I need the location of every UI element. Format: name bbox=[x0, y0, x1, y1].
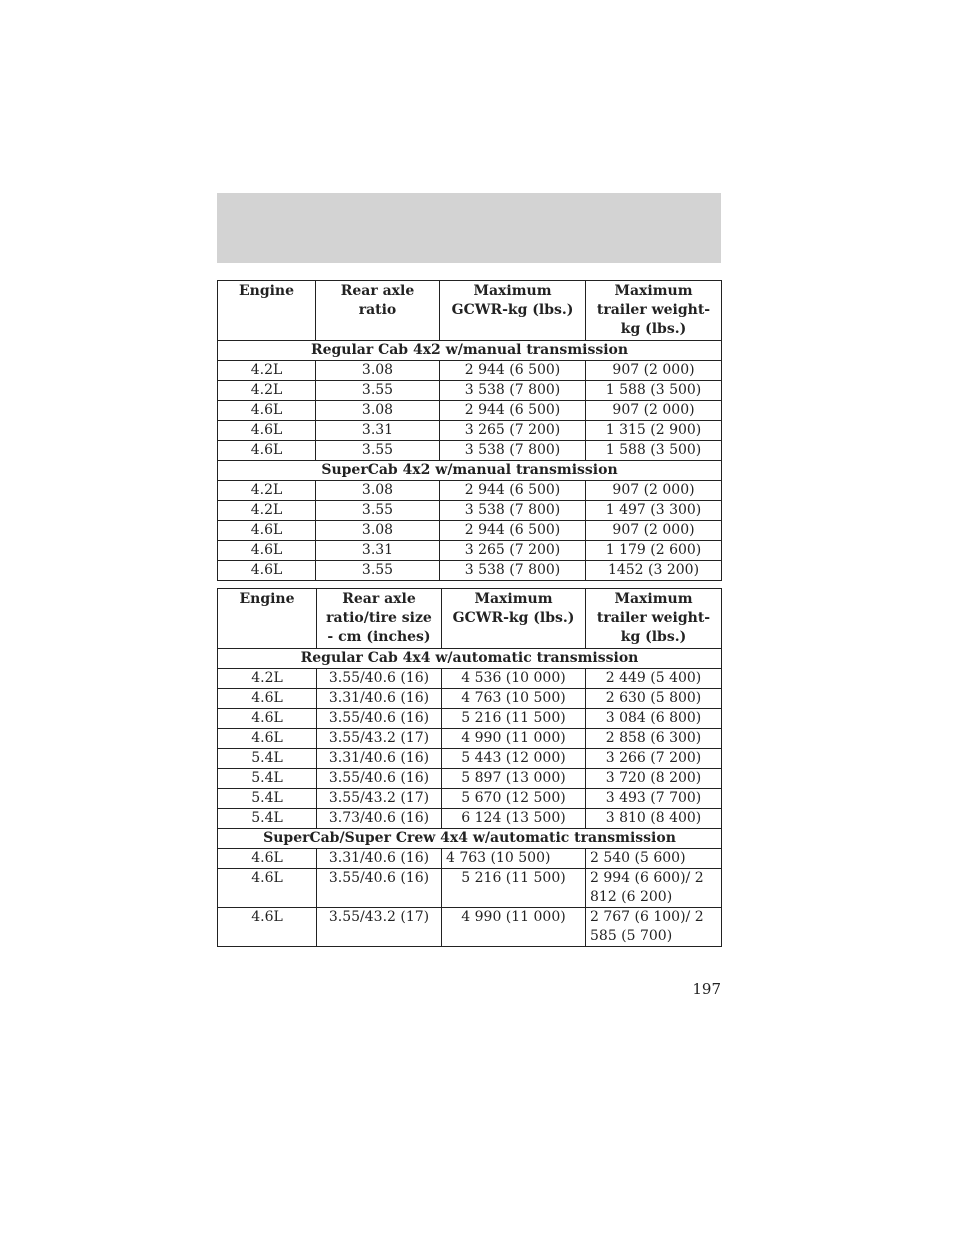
header-gcwr: Maximum GCWR-kg (lbs.) bbox=[440, 281, 586, 341]
towing-table-4x2 bbox=[217, 280, 722, 581]
table-row bbox=[218, 401, 722, 421]
cell-gcwr: 4 990 (11 000) bbox=[442, 908, 586, 947]
cell-gcwr: 3 538 (7 800) bbox=[440, 441, 586, 461]
cell-trailer: 3 084 (6 800) bbox=[586, 709, 722, 729]
cell-trailer: 2 540 (5 600) bbox=[586, 849, 722, 869]
cell-gcwr: 5 670 (12 500) bbox=[442, 789, 586, 809]
section-title: SuperCab/Super Crew 4x4 w/automatic transmission bbox=[218, 829, 722, 849]
cell-ratio: 3.55 bbox=[316, 441, 440, 461]
cell-ratio: 3.31/40.6 (16) bbox=[317, 749, 442, 769]
cell-gcwr: 6 124 (13 500) bbox=[442, 809, 586, 829]
table-row bbox=[218, 789, 722, 809]
cell-engine: 4.2L bbox=[218, 481, 316, 501]
table-row bbox=[218, 669, 722, 689]
cell-engine: 4.6L bbox=[218, 729, 317, 749]
cell-engine: 4.6L bbox=[218, 561, 316, 581]
towing-table-4x4 bbox=[217, 588, 722, 947]
cell-trailer: 1 588 (3 500) bbox=[586, 381, 722, 401]
cell-engine: 4.6L bbox=[218, 908, 317, 947]
cell-trailer: 2 767 (6 100)/ 2 585 (5 700) bbox=[586, 908, 722, 947]
cell-trailer: 3 266 (7 200) bbox=[586, 749, 722, 769]
header-gcwr: Maximum GCWR-kg (lbs.) bbox=[442, 589, 586, 649]
cell-engine: 5.4L bbox=[218, 749, 317, 769]
cell-gcwr: 2 944 (6 500) bbox=[440, 481, 586, 501]
cell-gcwr: 3 265 (7 200) bbox=[440, 421, 586, 441]
cell-trailer: 1 179 (2 600) bbox=[586, 541, 722, 561]
cell-engine: 4.6L bbox=[218, 541, 316, 561]
cell-ratio: 3.31/40.6 (16) bbox=[317, 689, 442, 709]
table-row bbox=[218, 441, 722, 461]
cell-gcwr: 2 944 (6 500) bbox=[440, 401, 586, 421]
cell-ratio: 3.55/40.6 (16) bbox=[317, 669, 442, 689]
cell-gcwr: 5 216 (11 500) bbox=[442, 869, 586, 908]
cell-gcwr: 5 443 (12 000) bbox=[442, 749, 586, 769]
cell-ratio: 3.55/40.6 (16) bbox=[317, 769, 442, 789]
table-row bbox=[218, 561, 722, 581]
cell-trailer: 1 588 (3 500) bbox=[586, 441, 722, 461]
cell-ratio: 3.31 bbox=[316, 421, 440, 441]
cell-trailer: 2 449 (5 400) bbox=[586, 669, 722, 689]
cell-engine: 4.2L bbox=[218, 669, 317, 689]
cell-ratio: 3.55 bbox=[316, 381, 440, 401]
table-row bbox=[218, 541, 722, 561]
cell-gcwr: 3 265 (7 200) bbox=[440, 541, 586, 561]
header-axle-ratio-tire: Rear axle ratio/tire size - cm (inches) bbox=[317, 589, 442, 649]
table-row bbox=[218, 908, 722, 947]
table-row bbox=[218, 849, 722, 869]
cell-ratio: 3.55 bbox=[316, 561, 440, 581]
cell-ratio: 3.08 bbox=[316, 361, 440, 381]
section-title: SuperCab 4x2 w/manual transmission bbox=[218, 461, 722, 481]
table-header-row bbox=[218, 281, 722, 341]
table-row bbox=[218, 481, 722, 501]
cell-ratio: 3.55/43.2 (17) bbox=[317, 729, 442, 749]
table-row bbox=[218, 869, 722, 908]
table-row bbox=[218, 809, 722, 829]
cell-gcwr: 4 763 (10 500) bbox=[442, 849, 586, 869]
section-header-band bbox=[217, 193, 721, 263]
cell-gcwr: 4 990 (11 000) bbox=[442, 729, 586, 749]
cell-gcwr: 3 538 (7 800) bbox=[440, 381, 586, 401]
cell-engine: 4.6L bbox=[218, 869, 317, 908]
cell-gcwr: 2 944 (6 500) bbox=[440, 521, 586, 541]
cell-engine: 4.6L bbox=[218, 709, 317, 729]
cell-trailer: 2 994 (6 600)/ 2 812 (6 200) bbox=[586, 869, 722, 908]
cell-engine: 4.2L bbox=[218, 501, 316, 521]
page-number: 197 bbox=[692, 980, 721, 998]
header-trailer-weight: Maximum trailer weight-kg (lbs.) bbox=[586, 281, 722, 341]
header-engine: Engine bbox=[218, 281, 316, 341]
cell-engine: 4.6L bbox=[218, 521, 316, 541]
cell-trailer: 907 (2 000) bbox=[586, 361, 722, 381]
cell-trailer: 1 315 (2 900) bbox=[586, 421, 722, 441]
table-row bbox=[218, 709, 722, 729]
cell-gcwr: 5 216 (11 500) bbox=[442, 709, 586, 729]
cell-engine: 4.6L bbox=[218, 849, 317, 869]
cell-gcwr: 2 944 (6 500) bbox=[440, 361, 586, 381]
cell-ratio: 3.31 bbox=[316, 541, 440, 561]
table-row bbox=[218, 361, 722, 381]
cell-engine: 4.6L bbox=[218, 401, 316, 421]
cell-gcwr: 3 538 (7 800) bbox=[440, 561, 586, 581]
header-trailer-weight: Maximum trailer weight-kg (lbs.) bbox=[586, 589, 722, 649]
table-row bbox=[218, 769, 722, 789]
table-row bbox=[218, 729, 722, 749]
table-row bbox=[218, 689, 722, 709]
cell-gcwr: 3 538 (7 800) bbox=[440, 501, 586, 521]
cell-engine: 5.4L bbox=[218, 809, 317, 829]
section-title: Regular Cab 4x4 w/automatic transmission bbox=[218, 649, 722, 669]
table-row bbox=[218, 501, 722, 521]
cell-ratio: 3.31/40.6 (16) bbox=[317, 849, 442, 869]
cell-ratio: 3.55 bbox=[316, 501, 440, 521]
cell-gcwr: 5 897 (13 000) bbox=[442, 769, 586, 789]
cell-trailer: 2 858 (6 300) bbox=[586, 729, 722, 749]
cell-trailer: 907 (2 000) bbox=[586, 521, 722, 541]
cell-trailer: 2 630 (5 800) bbox=[586, 689, 722, 709]
cell-trailer: 3 493 (7 700) bbox=[586, 789, 722, 809]
cell-engine: 4.6L bbox=[218, 689, 317, 709]
cell-ratio: 3.55/40.6 (16) bbox=[317, 869, 442, 908]
header-engine: Engine bbox=[218, 589, 317, 649]
cell-trailer: 3 810 (8 400) bbox=[586, 809, 722, 829]
cell-ratio: 3.55/40.6 (16) bbox=[317, 709, 442, 729]
cell-gcwr: 4 536 (10 000) bbox=[442, 669, 586, 689]
cell-trailer: 1452 (3 200) bbox=[586, 561, 722, 581]
cell-engine: 4.6L bbox=[218, 421, 316, 441]
section-title: Regular Cab 4x2 w/manual transmission bbox=[218, 341, 722, 361]
header-axle-ratio: Rear axle ratio bbox=[316, 281, 440, 341]
cell-engine: 5.4L bbox=[218, 769, 317, 789]
cell-ratio: 3.08 bbox=[316, 521, 440, 541]
table-row bbox=[218, 521, 722, 541]
cell-ratio: 3.08 bbox=[316, 401, 440, 421]
cell-trailer: 907 (2 000) bbox=[586, 401, 722, 421]
table-row bbox=[218, 749, 722, 769]
cell-trailer: 3 720 (8 200) bbox=[586, 769, 722, 789]
table-row bbox=[218, 421, 722, 441]
table-header-row bbox=[218, 589, 722, 649]
cell-trailer: 907 (2 000) bbox=[586, 481, 722, 501]
table-row bbox=[218, 381, 722, 401]
cell-engine: 4.2L bbox=[218, 381, 316, 401]
cell-engine: 4.2L bbox=[218, 361, 316, 381]
cell-ratio: 3.08 bbox=[316, 481, 440, 501]
cell-ratio: 3.55/43.2 (17) bbox=[317, 908, 442, 947]
cell-engine: 4.6L bbox=[218, 441, 316, 461]
cell-engine: 5.4L bbox=[218, 789, 317, 809]
cell-ratio: 3.55/43.2 (17) bbox=[317, 789, 442, 809]
cell-ratio: 3.73/40.6 (16) bbox=[317, 809, 442, 829]
cell-trailer: 1 497 (3 300) bbox=[586, 501, 722, 521]
cell-gcwr: 4 763 (10 500) bbox=[442, 689, 586, 709]
